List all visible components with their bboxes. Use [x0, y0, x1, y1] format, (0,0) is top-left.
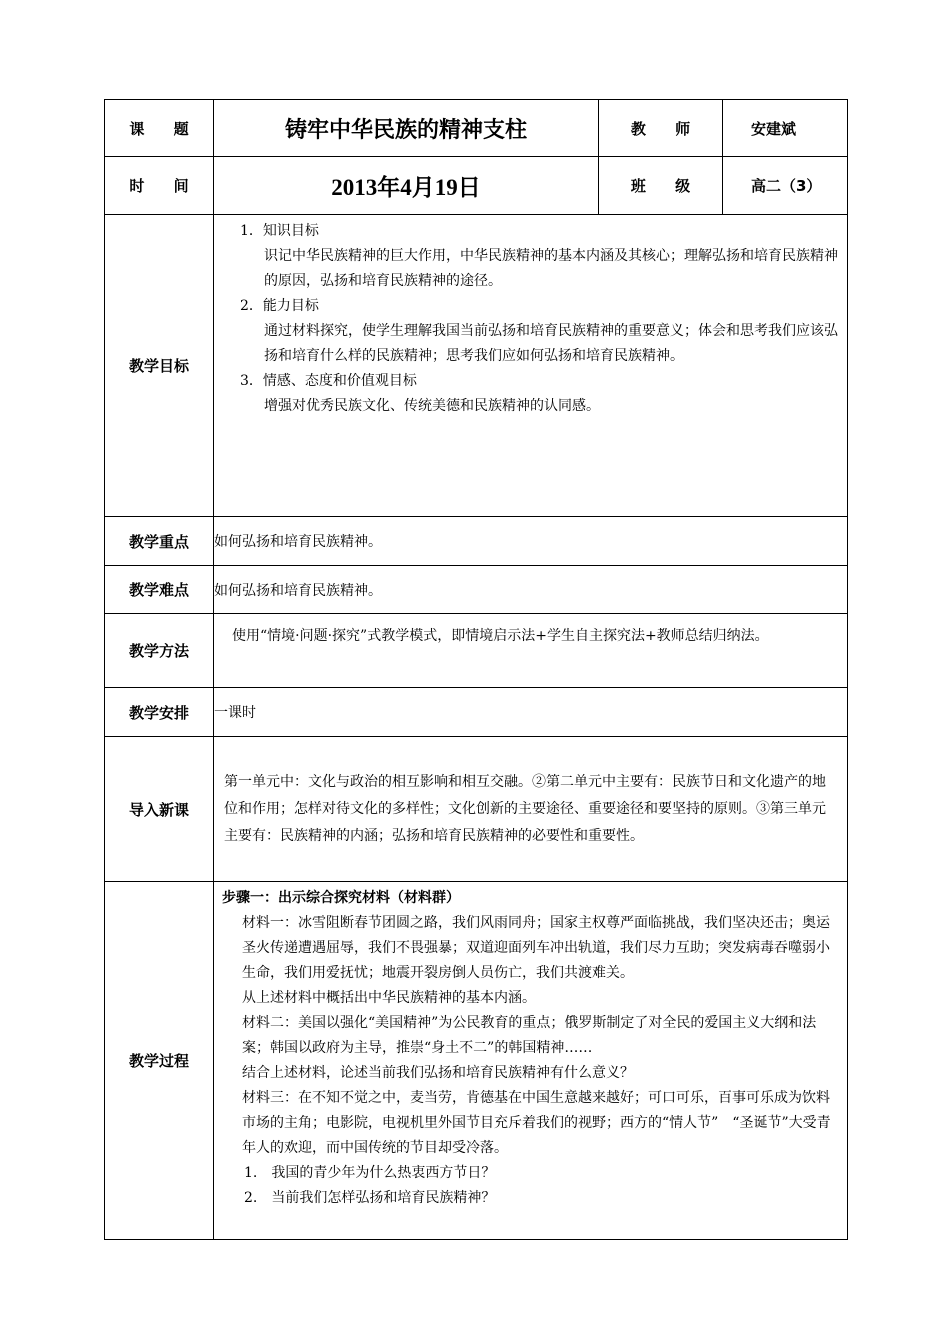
process-material-3: 材料三：在不知不觉之中，麦当劳，肯德基在中国生意越来越好；可口可乐，百事可乐成为饮料市场的主角；电影院，电视机里外国节目充斥着我们的视野；西方的“情人节” “圣诞节”大受青年人的欢迎，而中国传统的节目却受冷落。	[242, 1090, 831, 1156]
objectives-content	[214, 215, 848, 517]
objective-heading-3: 3．情感、态度和价值观目标	[240, 373, 417, 389]
difficulty-label: 教学难点	[105, 566, 214, 614]
subject-label: 课 题	[105, 100, 214, 157]
row-process	[105, 882, 848, 1240]
process-list-item-1: 1. 我国的青少年为什么热衷西方节日？	[244, 1165, 496, 1181]
row-key-point	[105, 517, 848, 566]
objectives-label: 教学目标	[105, 215, 214, 517]
objective-text-2: 通过材料探究，使学生理解我国当前弘扬和培育民族精神的重要意义；体会和思考我们应该弘扬和培育什么样的民族精神；思考我们应如何弘扬和培育民族精神。	[264, 323, 838, 364]
lesson-title: 铸牢中华民族的精神支柱	[214, 100, 599, 157]
process-question-1: 从上述材料中概括出中华民族精神的基本内涵。	[242, 990, 536, 1006]
process-step1-heading: 步骤一：出示综合探究材料（材料群）	[222, 890, 460, 906]
method-label: 教学方法	[105, 614, 214, 688]
lesson-plan-table	[104, 99, 848, 1240]
row-subject	[105, 100, 848, 157]
time-label: 时 间	[105, 157, 214, 215]
row-difficulty	[105, 566, 848, 614]
row-arrangement	[105, 688, 848, 737]
arrangement-text: 一课时	[214, 688, 848, 737]
class-name: 高二（3）	[723, 157, 848, 215]
row-time	[105, 157, 848, 215]
key-point-text: 如何弘扬和培育民族精神。	[214, 517, 848, 566]
intro-text: 第一单元中：文化与政治的相互影响和相互交融。②第二单元中主要有：民族节日和文化遗产的地位和作用；怎样对待文化的多样性；文化创新的主要途径、重要途径和要坚持的原则。③第三单元主要有：民族精神的内涵；弘扬和培育民族精神的必要性和重要性。	[214, 737, 848, 882]
process-material-1: 材料一：冰雪阻断春节团圆之路，我们风雨同舟；国家主权尊严面临挑战，我们坚决还击；奥运圣火传递遭遇屈辱，我们不畏强暴；双道迎面列车冲出轨道，我们尽力互助；突发病毒吞噬弱小生命，我们用爱抚忧；地震开裂房倒人员伤亡，我们共渡难关。	[242, 915, 830, 981]
row-intro	[105, 737, 848, 882]
key-point-label: 教学重点	[105, 517, 214, 566]
objective-text-1: 识记中华民族精神的巨大作用，中华民族精神的基本内涵及其核心；理解弘扬和培育民族精神的原因，弘扬和培育民族精神的途径。	[264, 248, 838, 289]
process-question-2: 结合上述材料，论述当前我们弘扬和培育民族精神有什么意义？	[242, 1065, 634, 1081]
process-material-2: 材料二：美国以强化“美国精神”为公民教育的重点；俄罗斯制定了对全民的爱国主义大纲和法案；韩国以政府为主导，推崇“身土不二”的韩国精神……	[242, 1015, 817, 1056]
objective-heading-1: 1．知识目标	[240, 223, 319, 239]
process-content	[214, 882, 848, 1240]
objective-text-3: 增强对优秀民族文化、传统美德和民族精神的认同感。	[264, 398, 600, 414]
process-list-item-2: 2. 当前我们怎样弘扬和培育民族精神？	[244, 1190, 496, 1206]
class-label: 班 级	[599, 157, 723, 215]
method-text: 使用“情境·问题·探究”式教学模式，即情境启示法+学生自主探究法+教师总结归纳法。	[214, 614, 848, 688]
intro-label: 导入新课	[105, 737, 214, 882]
row-method	[105, 614, 848, 688]
process-label: 教学过程	[105, 882, 214, 1240]
difficulty-text: 如何弘扬和培育民族精神。	[214, 566, 848, 614]
row-objectives	[105, 215, 848, 517]
teacher-name: 安建斌	[723, 100, 848, 157]
arrangement-label: 教学安排	[105, 688, 214, 737]
objective-heading-2: 2．能力目标	[240, 298, 319, 314]
lesson-date: 2013年4月19日	[214, 157, 599, 215]
teacher-label: 教 师	[599, 100, 723, 157]
